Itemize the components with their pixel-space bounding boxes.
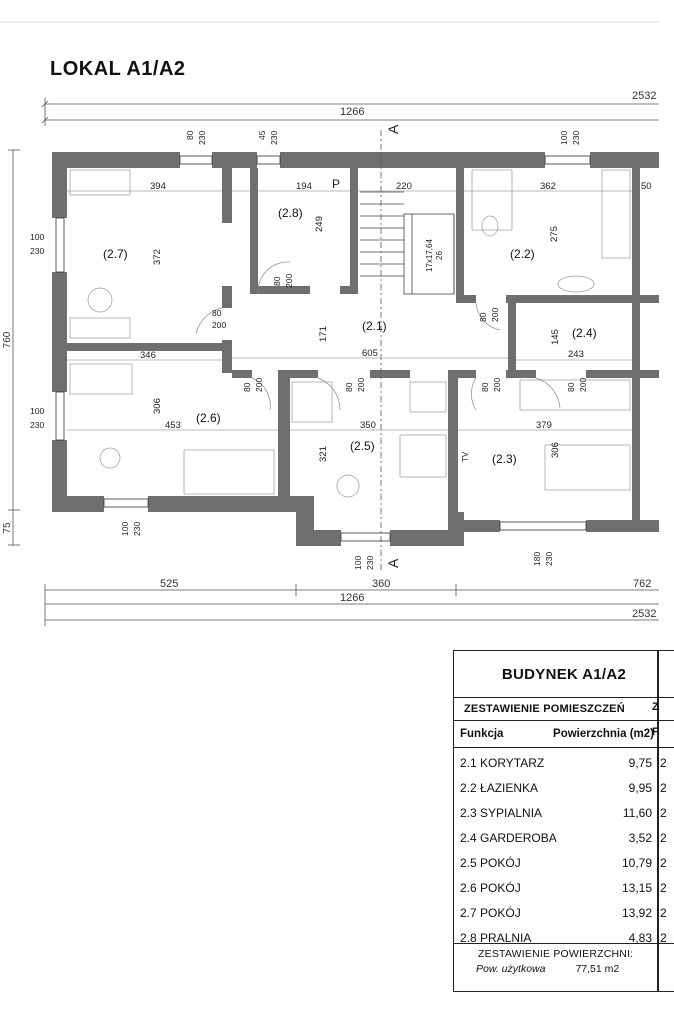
door-2-4-h: 200 (578, 377, 588, 392)
dim-379: 379 (536, 420, 552, 431)
row-area: 3,52 (628, 830, 652, 845)
row-name: 2.1 KORYTARZ (460, 755, 545, 770)
room-label-2-2: (2.2) (510, 247, 535, 261)
room-label-2-5: (2.5) (350, 439, 375, 453)
row-area: 13,15 (621, 880, 652, 895)
row-name: 2.3 SYPIALNIA (460, 805, 543, 820)
door-2-3-h: 200 (492, 377, 502, 392)
page-title: LOKAL A1/A2 (50, 58, 186, 80)
room-label-2-6: (2.6) (196, 411, 221, 425)
win-bottom-1-h: 230 (132, 521, 142, 536)
bottom-dimensions (45, 584, 659, 626)
win-left-2-w: 100 (30, 406, 45, 416)
section-mark-top: A (385, 124, 401, 134)
row-area: 4,83 (628, 930, 652, 945)
row-name: 2.6 POKÓJ (460, 880, 521, 895)
dim-50: 50 (641, 181, 652, 192)
dim-tv: TV (461, 451, 470, 462)
table-rows (454, 748, 674, 950)
stairs (360, 192, 454, 294)
door-2-2-h: 200 (490, 307, 500, 322)
summary-row (454, 960, 674, 975)
row-area: 9,95 (628, 780, 652, 795)
dim-362: 362 (540, 181, 556, 192)
dim-306a: 306 (152, 398, 163, 414)
dim-372: 372 (152, 249, 163, 265)
row-name: 2.7 POKÓJ (460, 905, 521, 920)
row-area: 10,79 (621, 855, 652, 870)
table-row (454, 800, 674, 825)
summary-title: ZESTAWIENIE POWIERZCHNI: (478, 948, 634, 960)
dim-p: P (332, 177, 341, 191)
door-2-7-h: 200 (212, 320, 227, 330)
table-row (454, 850, 674, 875)
row-cut: 2 (660, 930, 667, 945)
win-bottom-1-w: 100 (120, 521, 130, 536)
win-bottom-3-w: 180 (532, 551, 542, 566)
table-row (454, 750, 674, 775)
table-row (454, 875, 674, 900)
row-area: 13,92 (621, 905, 652, 920)
dim-bottom-right: 762 (633, 578, 652, 590)
win-top-3-w: 100 (559, 130, 569, 145)
row-name: 2.2 ŁAZIENKA (460, 780, 539, 795)
dim-249: 249 (314, 216, 325, 232)
win-top-1-w: 80 (185, 130, 195, 140)
dim-346: 346 (140, 350, 156, 361)
door-2-2-w: 80 (478, 312, 488, 322)
row-cut: 2 (660, 780, 667, 795)
dim-stairs-26: 26 (435, 251, 444, 260)
table-cut-header: Z (652, 701, 659, 713)
row-cut: 2 (660, 755, 667, 770)
door-2-6-w: 80 (242, 382, 252, 392)
dim-453: 453 (165, 420, 181, 431)
door-2-5-w: 80 (344, 382, 354, 392)
table-cut-col: F (652, 726, 659, 738)
dim-left-total: 760 (2, 331, 13, 349)
table-building-title: BUDYNEK A1/A2 (454, 651, 674, 698)
summary-label: Pow. użytkowa (476, 963, 546, 975)
row-cut: 2 (660, 830, 667, 845)
table-summary (454, 943, 674, 975)
room-label-2-3: (2.3) (492, 452, 517, 466)
door-2-8-w: 80 (272, 276, 282, 286)
dim-275: 275 (549, 226, 560, 242)
dim-306b: 306 (550, 442, 561, 458)
room-label-2-4: (2.4) (572, 326, 597, 340)
table-row (454, 775, 674, 800)
door-2-3-w: 80 (480, 382, 490, 392)
section-mark-bottom: A (385, 558, 401, 568)
win-left-1-w: 100 (30, 232, 45, 242)
table-subtitle: ZESTAWIENIE POMIESZCZEŃ (454, 698, 674, 721)
row-cut: 2 (660, 880, 667, 895)
room-schedule-table (453, 650, 674, 992)
door-2-5-h: 200 (356, 377, 366, 392)
row-name: 2.4 GARDEROBA (460, 830, 557, 845)
col-function: Funkcja (460, 728, 504, 740)
dim-220: 220 (396, 181, 412, 192)
dim-stairs: 17x17,64 (425, 239, 434, 272)
dim-top-total: 2532 (632, 90, 657, 102)
win-top-2-h: 230 (269, 130, 279, 145)
table-row (454, 900, 674, 925)
dim-194: 194 (296, 181, 312, 192)
dim-145: 145 (550, 329, 561, 345)
dim-350: 350 (360, 420, 376, 431)
door-2-7-w: 80 (212, 308, 222, 318)
win-left-1-h: 230 (30, 246, 45, 256)
win-left-2-h: 230 (30, 420, 45, 430)
col-area: Powierzchnia (m2) (553, 728, 654, 740)
row-area: 9,75 (628, 755, 652, 770)
door-2-4-w: 80 (566, 382, 576, 392)
room-label-2-1: (2.1) (362, 319, 387, 333)
row-name: 2.5 POKÓJ (460, 855, 521, 870)
table-header-row (454, 721, 674, 748)
row-area: 11,60 (622, 805, 652, 820)
door-2-6-h: 200 (254, 377, 264, 392)
dim-321: 321 (318, 446, 329, 462)
dim-243: 243 (568, 349, 584, 360)
win-top-3-h: 230 (571, 130, 581, 145)
room-label-2-7: (2.7) (103, 247, 128, 261)
dim-394: 394 (150, 181, 166, 192)
row-cut: 2 (660, 805, 667, 820)
dim-bottom-mid: 360 (372, 578, 391, 590)
row-cut: 2 (660, 855, 667, 870)
table-row (454, 825, 674, 850)
dim-left-small: 75 (2, 522, 13, 534)
dim-bottom-sub: 1266 (340, 592, 365, 604)
door-2-8-h: 200 (284, 273, 294, 288)
win-top-2-w: 45 (257, 130, 267, 140)
row-cut: 2 (660, 905, 667, 920)
dim-bottom-total: 2532 (632, 608, 657, 620)
dim-171: 171 (318, 326, 329, 342)
win-top-1-h: 230 (197, 130, 207, 145)
dim-605: 605 (362, 348, 378, 359)
win-bottom-2-h: 230 (365, 555, 375, 570)
row-name: 2.8 PRALNIA (460, 930, 532, 945)
win-bottom-2-w: 100 (353, 555, 363, 570)
win-bottom-3-h: 230 (544, 551, 554, 566)
dim-top-sub: 1266 (340, 106, 365, 118)
summary-value: 77,51 m2 (575, 963, 620, 975)
dim-bottom-left: 525 (160, 578, 179, 590)
room-label-2-8: (2.8) (278, 206, 303, 220)
